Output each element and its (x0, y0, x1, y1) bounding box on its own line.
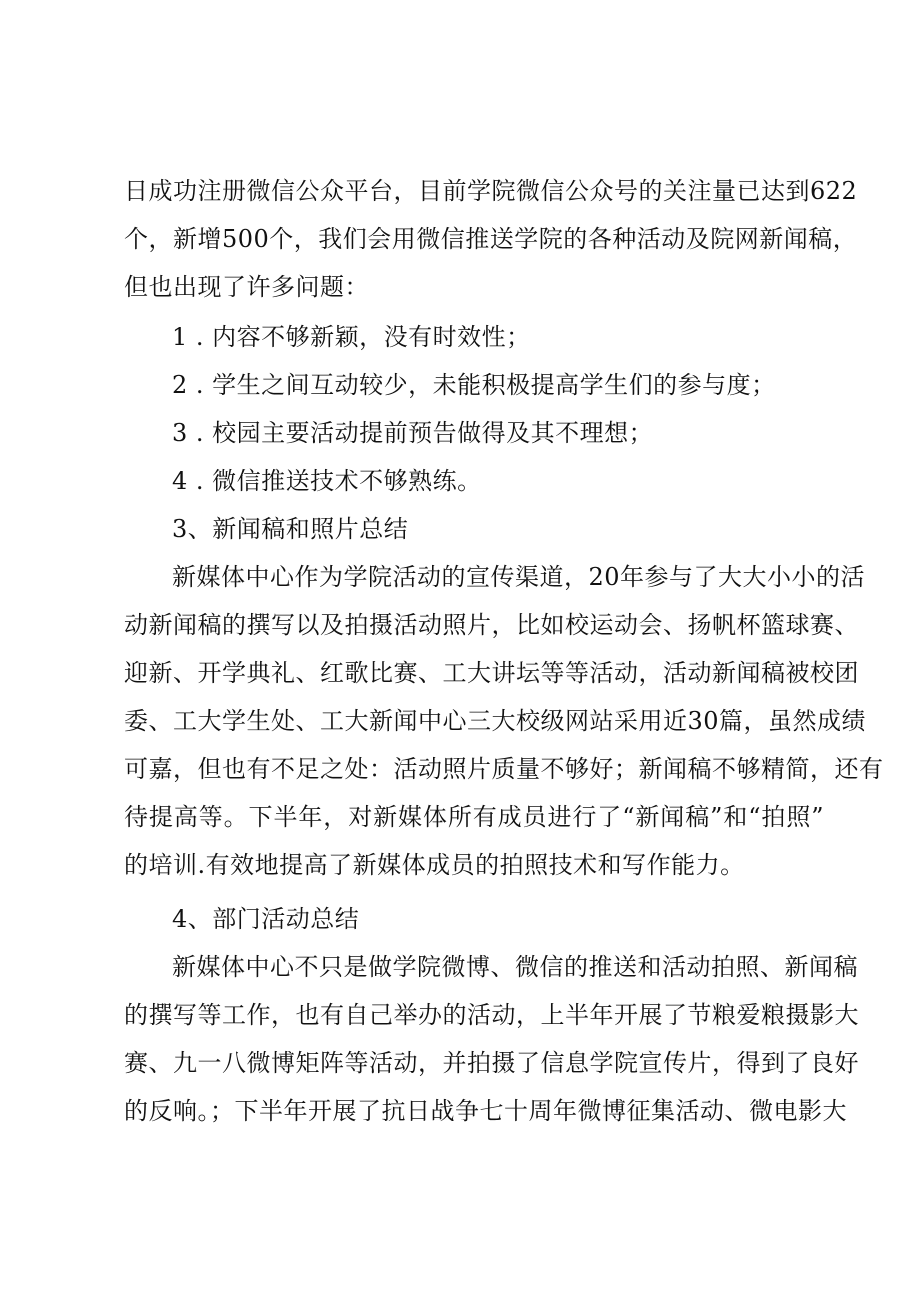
section-heading: 3、新闻稿和照片总结 (172, 515, 409, 543)
list-item: 1 . 内容不够新颖，没有时效性； (172, 323, 531, 351)
text-line: 日成功注册微信公众平台，目前学院微信公众号的关注量已达到622 (124, 177, 858, 205)
text-line: 动新闻稿的撰写以及拍摄活动照片，比如校运动会、扬帆杯篮球赛、 (124, 611, 859, 639)
text-line: 可嘉，但也有不足之处：活动照片质量不够好；新闻稿不够精简，还有 (124, 755, 884, 783)
text-line: 新媒体中心作为学院活动的宣传渠道，20年参与了大大小小的活 (172, 563, 866, 591)
text-line: 的反响。；下半年开展了抗日战争七十周年微博征集活动、微电影大 (124, 1097, 847, 1125)
list-item: 2 . 学生之间互动较少，未能积极提高学生们的参与度； (172, 371, 776, 399)
text-line: 但也出现了许多问题： (124, 273, 369, 301)
text-line: 的培训.有效地提高了新媒体成员的拍照技术和写作能力。 (124, 851, 745, 879)
text-line: 迎新、开学典礼、红歌比赛、工大讲坛等等活动，活动新闻稿被校团 (124, 659, 859, 687)
section-heading: 4、部门活动总结 (172, 905, 360, 933)
text-line: 待提高等。下半年，对新媒体所有成员进行了“新闻稿”和“拍照” (124, 803, 824, 831)
text-line: 新媒体中心不只是做学院微博、微信的推送和活动拍照、新闻稿 (172, 953, 858, 981)
list-item: 3 . 校园主要活动提前预告做得及其不理想； (172, 419, 654, 447)
text-line: 个，新增500个，我们会用微信推送学院的各种活动及院网新闻稿， (124, 225, 858, 253)
text-line: 委、工大学生处、工大新闻中心三大校级网站采用近30篇，虽然成绩 (124, 707, 867, 735)
text-line: 的撰写等工作，也有自己举办的活动，上半年开展了节粮爱粮摄影大 (124, 1001, 859, 1029)
text-line: 赛、九一八微博矩阵等活动，并拍摄了信息学院宣传片，得到了良好 (124, 1049, 859, 1077)
list-item: 4 . 微信推送技术不够熟练。 (172, 467, 482, 495)
